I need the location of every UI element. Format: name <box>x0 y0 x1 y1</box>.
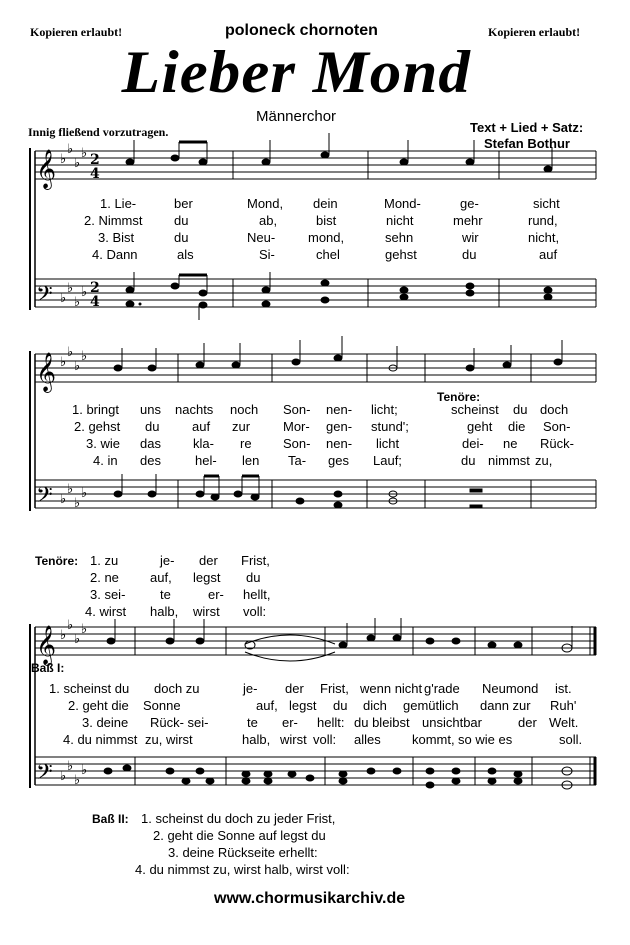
lyric-syllable: 2. geht die <box>68 698 129 713</box>
lyric-syllable: Neumond <box>482 681 539 696</box>
lyric-syllable: 1. bringt <box>72 402 119 417</box>
lyric-syllable: 4. du nimmst <box>63 732 138 747</box>
svg-text:♭: ♭ <box>74 295 81 310</box>
lyric-syllable: wir <box>462 230 479 245</box>
bass2-lyric-line: 1. scheinst du doch zu jeder Frist, <box>141 811 336 826</box>
lyric-syllable: nicht, <box>528 230 560 245</box>
lyric-syllable: je- <box>160 553 175 568</box>
lyric-syllable: wenn nicht <box>360 681 423 696</box>
lyric-syllable: scheinst <box>451 402 499 417</box>
lyric-syllable: Frist, <box>320 681 349 696</box>
lyric-syllable: der <box>518 715 537 730</box>
bass-clef-icon: 𝄢 <box>36 282 53 312</box>
lyric-syllable: mehr <box>453 213 483 228</box>
svg-text:♭: ♭ <box>81 763 88 778</box>
svg-text:♭: ♭ <box>67 345 74 360</box>
lyric-syllable: Welt. <box>549 715 579 730</box>
lyric-syllable: Son- <box>283 436 311 451</box>
svg-text:♭: ♭ <box>67 482 74 497</box>
svg-text:♭: ♭ <box>67 618 74 633</box>
lyric-syllable: Rück- <box>540 436 574 451</box>
svg-text:♭: ♭ <box>81 622 88 637</box>
lyric-syllable: je- <box>243 681 258 696</box>
lyric-syllable: Mond- <box>384 196 421 211</box>
svg-text:♭: ♭ <box>67 281 74 296</box>
lyric-syllable: voll: <box>313 732 337 747</box>
svg-text:♭: ♭ <box>60 769 67 784</box>
lyric-syllable: sehn <box>385 230 414 245</box>
lyric-syllable: 1. scheinst du <box>49 681 130 696</box>
lyric-syllable: 2. gehst <box>74 419 121 434</box>
time-sig-bottom: 4 <box>90 166 100 182</box>
lyric-syllable: stund'; <box>371 419 409 434</box>
lyric-syllable: du <box>246 570 261 585</box>
lyric-syllable: Mond, <box>247 196 284 211</box>
lyric-syllable: dein <box>313 196 338 211</box>
lyric-syllable: das <box>140 436 161 451</box>
lyric-syllable: halb, <box>242 732 271 747</box>
choir-type: Männerchor <box>256 108 337 125</box>
lyric-syllable: 2. Nimmst <box>84 213 143 228</box>
lyric-syllable: uns <box>140 402 161 417</box>
bass2-lyric-line: 2. geht die Sonne auf legst du <box>153 828 326 843</box>
lyric-syllable: so wie es <box>458 732 513 747</box>
lyric-syllable: 4. wirst <box>85 604 127 619</box>
lyric-syllable: nimmst <box>488 453 530 468</box>
lyric-syllable: licht; <box>371 402 398 417</box>
bass-clef-icon: 𝄢 <box>36 760 53 790</box>
lyric-syllable: 3. deine <box>82 715 129 730</box>
time-sig-top: 2 <box>90 280 100 296</box>
svg-text:♭: ♭ <box>81 285 88 300</box>
lyric-syllable: soll. <box>559 732 583 747</box>
lyric-syllable: ist. <box>555 681 572 696</box>
lyric-syllable: gehst <box>385 247 417 262</box>
credit-line-1: Text + Lied + Satz: <box>470 120 584 135</box>
lyric-syllable: doch <box>540 402 569 417</box>
lyric-syllable: als <box>177 247 194 262</box>
lyric-syllable: Frist, <box>241 553 270 568</box>
lyric-syllable: gemütlich <box>403 698 459 713</box>
lyric-syllable: du <box>461 453 476 468</box>
lyric-syllable: der <box>199 553 218 568</box>
lyric-syllable: Son- <box>543 419 571 434</box>
lyric-syllable: Ruh' <box>550 698 577 713</box>
treble-clef-icon: 𝄞 <box>36 352 57 392</box>
lyric-syllable: g'rade <box>424 681 460 696</box>
lyric-syllable: 3. Bist <box>98 230 135 245</box>
lyric-syllable: Mor- <box>283 419 310 434</box>
bass2-lyric-line: 3. deine Rückseite erhellt: <box>168 845 318 860</box>
lyric-syllable: du bleibst <box>354 715 410 730</box>
lyric-syllable: auf <box>539 247 558 262</box>
lyric-syllable: du <box>513 402 528 417</box>
svg-text:♭: ♭ <box>67 759 74 774</box>
svg-text:♭: ♭ <box>81 349 88 364</box>
lyric-syllable: unsichtbar <box>422 715 482 730</box>
lyric-syllable: nachts <box>175 402 214 417</box>
lyric-syllable: er- <box>282 715 298 730</box>
lyric-syllable: ne <box>503 436 518 451</box>
lyric-syllable: noch <box>230 402 259 417</box>
lyric-syllable: zu, wirst <box>145 732 193 747</box>
treble-clef-icon: 𝄞 <box>36 625 57 665</box>
lyric-syllable: auf, <box>256 698 278 713</box>
credit-line-2: Stefan Bothur <box>484 136 570 151</box>
lyric-syllable: te <box>247 715 258 730</box>
lyric-syllable: rund, <box>528 213 558 228</box>
lyric-syllable: dich <box>363 698 387 713</box>
treble-clef-icon: 𝄞 <box>36 149 57 189</box>
lyric-syllable: der <box>285 681 304 696</box>
lyric-syllable: dann zur <box>480 698 531 713</box>
svg-text:♭: ♭ <box>60 492 67 507</box>
lyric-syllable: 4. in <box>93 453 118 468</box>
lyric-syllable: nen- <box>326 436 353 451</box>
lyric-syllable: wirst <box>280 732 307 747</box>
lyric-syllable: geht <box>467 419 493 434</box>
lyric-syllable: bist <box>316 213 337 228</box>
svg-text:♭: ♭ <box>74 632 81 647</box>
lyric-syllable: licht <box>376 436 400 451</box>
lyric-syllable: nicht <box>386 213 414 228</box>
lyric-syllable: chel <box>316 247 340 262</box>
lyric-syllable: ber <box>174 196 193 211</box>
lyric-syllable: hel- <box>195 453 217 468</box>
lyric-syllable: 1. zu <box>90 553 119 568</box>
lyric-syllable: zu, <box>535 453 553 468</box>
lyric-syllable: gen- <box>326 419 353 434</box>
lyric-syllable: nen- <box>326 402 353 417</box>
lyric-syllable: die <box>508 419 526 434</box>
lyric-syllable: halb, <box>150 604 179 619</box>
lyric-syllable: doch zu <box>154 681 200 696</box>
lyric-syllable: Lauf; <box>373 453 402 468</box>
lyric-syllable: hellt: <box>317 715 345 730</box>
bass2-label: Baß II: <box>92 812 129 826</box>
lyric-syllable: 4. Dann <box>92 247 138 262</box>
svg-text:♭: ♭ <box>81 486 88 501</box>
lyric-syllable: du <box>174 213 189 228</box>
lyric-syllable: dei- <box>462 436 484 451</box>
lyric-syllable: Rück- sei- <box>150 715 209 730</box>
time-sig-bottom: 4 <box>90 294 100 310</box>
bass2-lyric-line: 4. du nimmst zu, wirst halb, wirst voll: <box>135 862 350 877</box>
svg-text:♭: ♭ <box>67 142 74 157</box>
lyric-syllable: du <box>462 247 477 262</box>
tenor-label: Tenöre: <box>35 554 79 568</box>
lyric-syllable: len <box>242 453 260 468</box>
system1-bass-staff <box>35 279 596 307</box>
tenor-label: Tenöre: <box>437 390 481 404</box>
lyric-syllable: mond, <box>308 230 345 245</box>
lyric-syllable: 3. wie <box>86 436 120 451</box>
lyric-syllable: du <box>145 419 160 434</box>
lyric-syllable: ges <box>328 453 349 468</box>
bass1-label: Baß I: <box>31 661 65 675</box>
lyric-syllable: kla- <box>193 436 214 451</box>
lyric-syllable: zur <box>232 419 251 434</box>
svg-text:♭: ♭ <box>74 496 81 511</box>
svg-text:♭: ♭ <box>74 359 81 374</box>
lyric-syllable: alles <box>354 732 381 747</box>
lyric-syllable: ge- <box>460 196 479 211</box>
system1-treble-staff <box>35 151 596 179</box>
song-title: Lieber Mond <box>121 39 471 105</box>
lyric-syllable: er- <box>208 587 224 602</box>
lyric-syllable: legst <box>289 698 317 713</box>
lyric-syllable: Son- <box>283 402 311 417</box>
svg-text:♭: ♭ <box>81 146 88 161</box>
lyric-syllable: kommt, <box>412 732 455 747</box>
lyric-syllable: sicht <box>533 196 560 211</box>
lyric-syllable: auf <box>192 419 211 434</box>
lyric-syllable: Neu- <box>247 230 276 245</box>
svg-text:♭: ♭ <box>60 628 67 643</box>
lyric-syllable: Ta- <box>288 453 307 468</box>
lyric-syllable: wirst <box>193 604 220 619</box>
system3-bass-staff <box>35 757 596 785</box>
footer-url[interactable]: www.chormusikarchiv.de <box>214 890 406 907</box>
tempo-marking: Innig fließend vorzutragen. <box>28 125 169 139</box>
lyric-syllable: hellt, <box>243 587 271 602</box>
lyric-syllable: des <box>140 453 161 468</box>
lyric-syllable: 2. ne <box>90 570 119 585</box>
copy-note-right: Kopieren erlaubt! <box>488 25 581 39</box>
lyric-syllable: du <box>174 230 189 245</box>
svg-text:♭: ♭ <box>74 773 81 788</box>
time-sig-top: 2 <box>90 152 100 168</box>
svg-text:♭: ♭ <box>60 152 67 167</box>
lyric-syllable: voll: <box>243 604 267 619</box>
system3-treble-staff <box>35 627 596 655</box>
bass-clef-icon: 𝄢 <box>36 483 53 513</box>
lyric-syllable: re <box>240 436 252 451</box>
lyric-syllable: ab, <box>259 213 278 228</box>
lyric-syllable: Si- <box>259 247 275 262</box>
svg-text:♭: ♭ <box>60 355 67 370</box>
lyric-syllable: te <box>160 587 171 602</box>
copy-note-left: Kopieren erlaubt! <box>30 25 123 39</box>
lyric-syllable: legst <box>193 570 221 585</box>
lyric-syllable: du <box>333 698 348 713</box>
lyric-syllable: 3. sei- <box>90 587 126 602</box>
lyric-syllable: 1. Lie- <box>100 196 137 211</box>
site-name: poloneck chornoten <box>225 22 378 39</box>
lyric-syllable: Sonne <box>143 698 181 713</box>
svg-text:♭: ♭ <box>74 156 81 171</box>
svg-text:♭: ♭ <box>60 291 67 306</box>
lyric-syllable: auf, <box>150 570 172 585</box>
